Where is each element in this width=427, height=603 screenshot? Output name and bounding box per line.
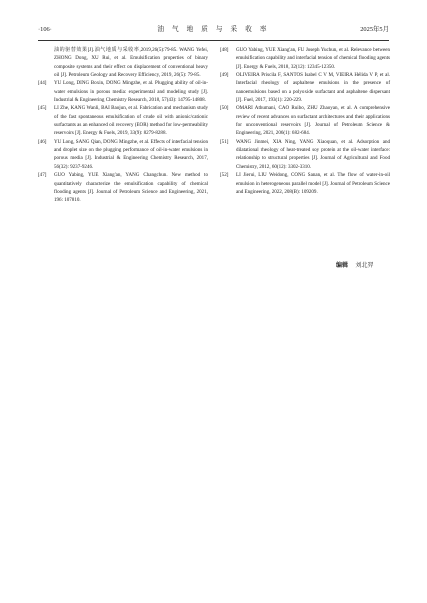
journal-title: 油 气 地 质 与 采 收 率 (157, 26, 270, 33)
reference-number: [46] (38, 138, 47, 145)
reference-number: [50] (220, 105, 229, 112)
left-column (38, 46, 208, 205)
reference-number: [45] (38, 105, 47, 112)
editor-label: 编辑 (336, 263, 349, 269)
reference-number: [44] (38, 80, 47, 87)
reference-item (38, 46, 208, 79)
reference-item (38, 138, 208, 171)
reference-text: OMARI Athumani, CAO Ruibo, ZHU Zhaoyan, et al. A comprehensive review of recent advances on surfactant architectures and their applications for unconventional reservoirs [J]. Journal of Petroleum Science & Engineering, 2021, 206(1): 682-684. (236, 105, 390, 137)
reference-text: GUO Yabing, YUE Xiang'an, YANG Changchun. New method to quantitatively characterize the emulsification capability of chemical flooding agents [J]. Journal of Petroleum Science and Engineering, 2021, 196: 107810. (54, 172, 208, 204)
reference-text: WANG Jinmei, XIA Ning, YANG Xiaoquan, et al. Adsorption and dilatational rheology of heat-treated soy protein at the oil-water interface: relationship to structural properties [J]. Journal of Agricultural and Food Chemistry, 2012, 60(12): 3302-3310. (236, 138, 390, 170)
reference-number: [52] (220, 172, 229, 179)
reference-number: [51] (220, 138, 229, 145)
right-column (220, 46, 390, 196)
reference-text: 油的驱替效果[J].油气地质与采收率,2019,26(5):79-85. WANG Yefei, ZHONG Dong, XU Rui, et al. Emulsification properties of binary composite systems and their effect on displacement of conventional heavy oil [J]. Petroleum Geology and Recovery Efficiency, 2019, 26(5): 79-85. (54, 47, 208, 79)
reference-number: [48] (220, 47, 229, 53)
reference-item (38, 79, 208, 104)
editor-credit (336, 262, 374, 270)
page-number: ·106· (38, 26, 52, 33)
reference-text: LI Jierui, LIU Weidong, CONG Sanan, et al. The flow of water-in-oil emulsion in heterogeneous parallel model [J]. Journal of Petroleum Science and Engineering, 2022, 208(B): 109209. (236, 172, 390, 195)
running-header (38, 24, 389, 36)
reference-item (220, 71, 390, 104)
reference-number: [49] (220, 72, 229, 79)
reference-text: YU Long, SANG Qian, DONG Mingzhe, et al. Effects of interfacial tension and droplet size on the plugging performance of oil-in-water emulsions in porous media [J]. Industrial & Engineering Chemistry Research, 2017, 56(32): 9237-9246. (54, 138, 208, 170)
reference-item (220, 171, 390, 196)
reference-item (220, 46, 390, 71)
reference-item (38, 104, 208, 137)
reference-text: OLIVEIRA Priscila F, SANTOS Isabel C V M, VIEIRA Hélida V P, et al. Interfacial rheology of asphaltene emulsions in the presence of nanoemulsions based on a polyoxide surfactant and asphaltene dispersant [J]. Fuel, 2017, 193(1): 220-229. (236, 72, 390, 104)
reference-item (220, 138, 390, 171)
issue-date: 2025年5月 (360, 26, 389, 33)
header-rule (38, 40, 389, 41)
reference-item (220, 104, 390, 137)
editor-name: 刘北羿 (355, 263, 374, 269)
reference-number: [47] (38, 172, 47, 179)
reference-text: YU Long, DING Boxin, DONG Mingzhe, et al. Plugging ability of oil-in-water emulsions in porous media: experimental and modeling study [J]. Industrial & Engineering Chemistry Research, 2018, 57(43): 14795-14808. (54, 80, 208, 104)
reference-text: GUO Yabing, YUE Xiang'an, FU Joseph Yuchun, et al. Relevance between emulsification capability and interfacial tension of chemical flooding agents [J]. Energy & Fuels, 2018, 32(12): 12345-12350. (236, 47, 390, 70)
reference-text: LI Zhe, KANG Wanli, BAI Baojun, et al. Fabrication and mechanism study of the fast spontaneous emulsification of crude oil with anionic/cationic surfactants as an enhanced oil recovery (EOR) method for low-permeability reservoirs [J]. Energy & Fuels, 2019, 33(9): 8279-8288. (54, 105, 208, 137)
reference-item (38, 171, 208, 204)
